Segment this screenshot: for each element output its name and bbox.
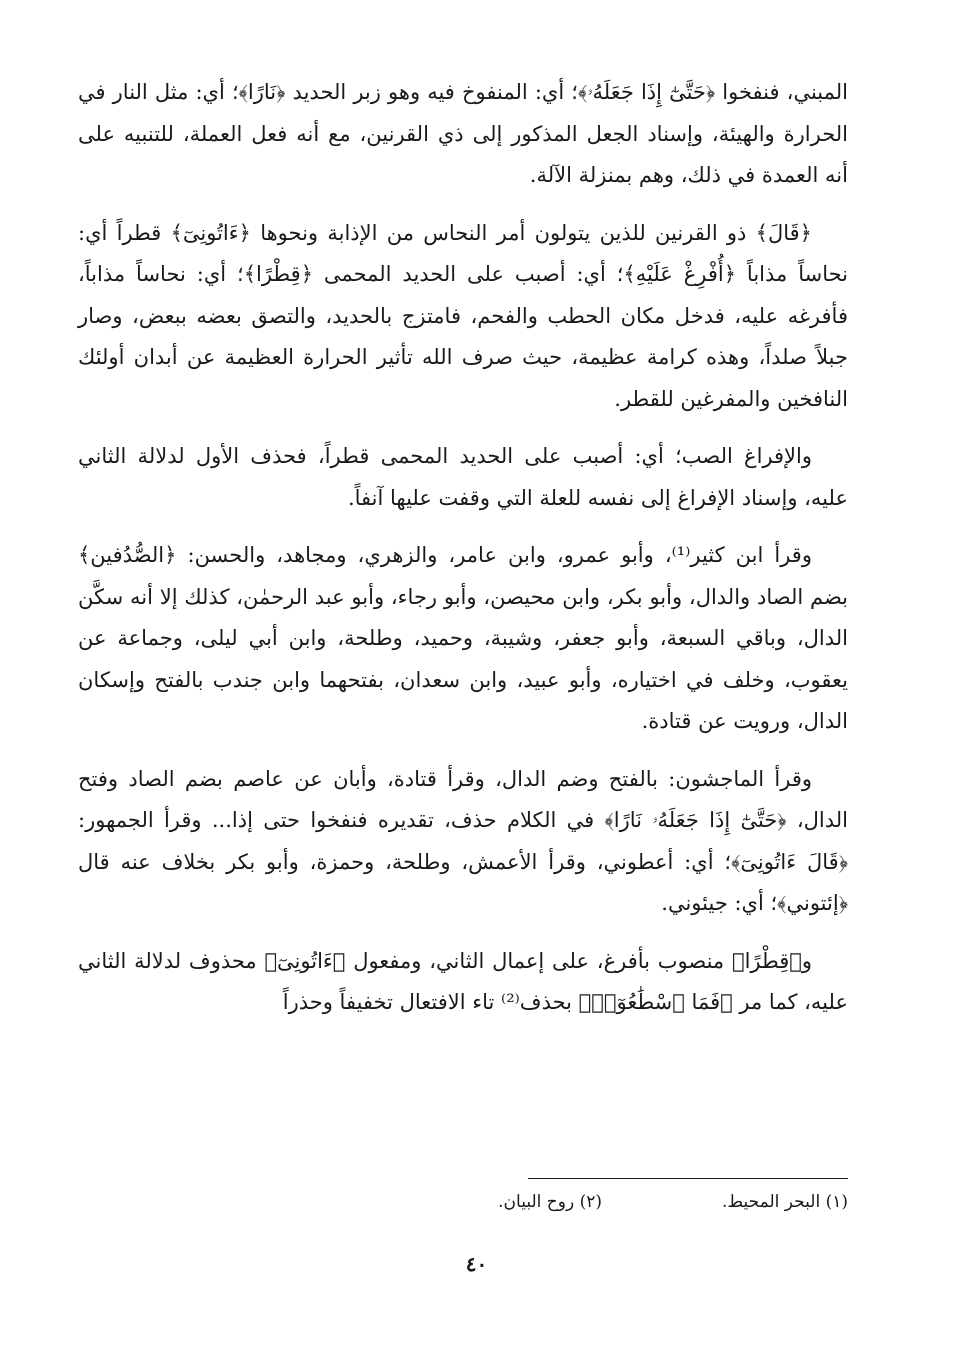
paragraph-4: وقرأ ابن كثير⁽¹⁾، وأبو عمرو، وابن عامر، والزهري، ومجاهد، والحسن: ﴿الصُّدُفين﴾ بضم الصاد والدال، وأبو بكر، وابن محيصن، وأبو رجاء، وأبو عبد الرحمٰن، كذلك إلا أنه سكَّن الدال، وباقي السبعة، وأبو جعفر، وشيبة، وحميد، وطلحة، وابن أبي ليلى، وجماعة عن يعقوب، وخلف في اختياره، وأبو عبيد، وابن سعدان، بفتحهما وابن جندب بالفتح وإسكان الدال، ورويت عن قتادة. — [78, 543, 848, 733]
paragraph-2: ﴿قَالَ﴾ ذو القرنين للذين يتولون أمر النحاس من الإذابة ونحوها ﴿ءَاتُونِىٓ﴾ قطراً أي: نحاساً مذاباً ﴿أُفْرِغْ عَلَيْهِ﴾؛ أي: أصبب على الحديد المحمى ﴿قِطْرًا﴾؛ أي: نحاساً مذاباً، فأفرغه عليه، فدخل مكان الحطب والفحم، فامتزج بالحديد، والتصق بعضه ببعض، وصار جبلاً صلداً، وهذه كرامة عظيمة، حيث صرف الله تأثير الحرارة العظيمة عن أبدان أولئك النافخين والمفرغين للقطر. — [78, 220, 848, 411]
page-number: ٤٠ — [465, 1252, 488, 1276]
paragraph-1: المبني، فنفخوا ﴿حَتَّىٰٓ إِذَا جَعَلَهُۥ﴾؛ أي: المنفوخ فيه وهو زبر الحديد ﴿نَارًا﴾؛ أي: مثل النار في الحرارة والهيئة، وإسناد الجعل المذكور إلى ذي القرنين، مع أنه فعل العملة، للتنبيه على أنه العمدة في ذلك، وهم بمنزلة الآلة. — [78, 80, 848, 187]
paragraph-5: وقرأ الماجشون: بالفتح وضم الدال، وقرأ قتادة، وأبان عن عاصم بضم الصاد وفتح الدال، ﴿حَتَّىٰٓ إِذَا جَعَلَهُۥ نَارًا﴾ في الكلام حذف، تقديره فنفخوا حتى إذا... وقرأ الجمهور: ﴿قَالَ ءَاتُونِىٓ﴾؛ أي: أعطوني، وقرأ الأعمش، وطلحة، وحمزة، وأبو بكر بخلاف عنه قال ﴿إئتوني﴾؛ أي: جيئوني. — [78, 766, 848, 915]
paragraph-6: و﴿قِطْرًا﴾ منصوب بأفرغ، على إعمال الثاني، ومفعول ﴿ءَاتُونِىٓ﴾ محذوف لدلالة الثاني عليه، كما مر ﴿فَمَا ٱسْطَٰعُوٓا۟﴾ بحذف⁽²⁾ تاء الافتعال تخفيفاً وحذراً — [78, 948, 848, 1014]
footnote-1: (١) البحر المحيط. — [722, 1192, 848, 1212]
main-text — [78, 72, 848, 1040]
footnote-divider — [528, 1178, 848, 1179]
paragraph-3: والإفراغ الصب؛ أي: أصبب على الحديد المحمى قطراً، فحذف الأول لدلالة الثاني عليه، وإسناد الإفراغ إلى نفسه للعلة التي وقفت عليها آنفاً. — [78, 444, 848, 510]
footnotes — [78, 1192, 848, 1212]
footnote-2: (٢) روح البيان. — [498, 1192, 603, 1212]
